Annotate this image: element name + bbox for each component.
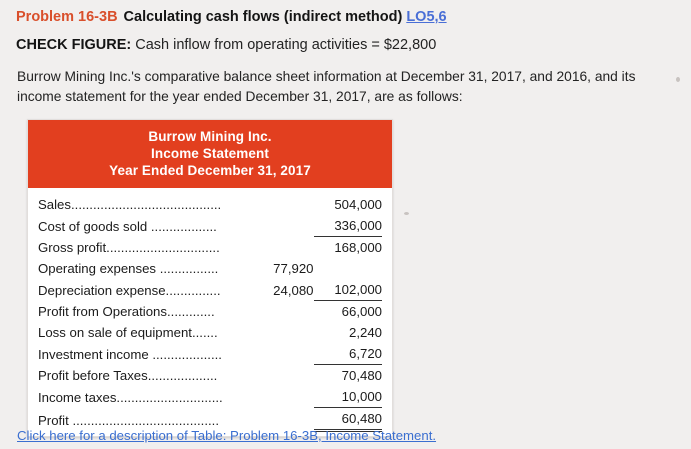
row-label: Investment income ................... bbox=[38, 346, 222, 362]
row-col1: 77,920 bbox=[273, 261, 314, 276]
row-label: Depreciation expense............... bbox=[38, 282, 221, 298]
statement-period: Year Ended December 31, 2017 bbox=[109, 163, 311, 178]
row-col1 bbox=[247, 365, 314, 387]
row-label: Profit ........................................ bbox=[38, 412, 219, 428]
problem-heading bbox=[16, 8, 679, 26]
intro-paragraph: Burrow Mining Inc.'s comparative balance sheet information at December 31, 2017, and 2016, and its income statement for the year ended December 31, 2017, are as follows: bbox=[17, 69, 636, 104]
row-col1 bbox=[247, 301, 314, 323]
row-col1 bbox=[247, 322, 314, 343]
row-col2: 336,000 bbox=[314, 215, 382, 237]
scan-speck bbox=[404, 212, 409, 215]
problem-title: Calculating cash flows (indirect method) bbox=[123, 9, 403, 25]
statement-body bbox=[28, 188, 392, 436]
row-col1 bbox=[247, 194, 314, 215]
statement-header bbox=[28, 120, 392, 188]
row-col1 bbox=[247, 343, 314, 365]
table-row bbox=[38, 237, 382, 259]
income-statement-table bbox=[27, 119, 393, 437]
statement-rows bbox=[38, 194, 382, 432]
table-row bbox=[38, 386, 382, 408]
row-label: Profit before Taxes................... bbox=[38, 368, 218, 383]
table-row bbox=[38, 258, 382, 279]
row-label: Operating expenses ................ bbox=[38, 261, 219, 276]
row-col2: 60,480 bbox=[314, 408, 382, 431]
row-label: Loss on sale of equipment....... bbox=[38, 325, 218, 340]
table-row bbox=[38, 365, 382, 387]
row-label: Income taxes............................. bbox=[38, 389, 223, 405]
problem-number: Problem 16-3B bbox=[16, 9, 118, 25]
row-col2: 66,000 bbox=[341, 304, 382, 319]
check-figure-value: Cash inflow from operating activities = $22,800 bbox=[135, 37, 437, 53]
row-col2: 2,240 bbox=[348, 325, 382, 340]
row-col2: 6,720 bbox=[314, 343, 382, 365]
scan-speck bbox=[676, 77, 680, 82]
row-col2: 70,480 bbox=[341, 368, 382, 383]
row-col1: 24,080 bbox=[273, 282, 314, 298]
table-row bbox=[38, 301, 382, 323]
row-col1 bbox=[247, 237, 314, 259]
table-description-link[interactable]: Click here for a description of Table: Problem 16-3B, Income Statement. bbox=[17, 428, 437, 443]
table-row bbox=[38, 279, 382, 301]
statement-company: Burrow Mining Inc. bbox=[148, 129, 272, 144]
table-row bbox=[38, 215, 382, 237]
row-col2: 168,000 bbox=[334, 240, 382, 255]
row-label: Gross profit............................... bbox=[38, 240, 220, 255]
row-col2: 10,000 bbox=[314, 386, 382, 408]
table-row bbox=[38, 322, 382, 343]
table-row bbox=[38, 194, 382, 215]
row-col1 bbox=[247, 386, 314, 408]
row-label: Sales......................................... bbox=[38, 197, 222, 212]
row-col2: 504,000 bbox=[334, 197, 382, 212]
row-col2: 102,000 bbox=[314, 279, 382, 301]
row-col1 bbox=[247, 215, 314, 237]
statement-title: Income Statement bbox=[151, 146, 269, 161]
learning-objective-link[interactable]: LO5,6 bbox=[406, 9, 447, 25]
row-label: Profit from Operations............. bbox=[38, 304, 215, 319]
row-col2 bbox=[314, 258, 382, 279]
check-figure-label: CHECK FIGURE: bbox=[16, 37, 132, 53]
row-label: Cost of goods sold .................. bbox=[38, 218, 217, 234]
table-row bbox=[38, 343, 382, 365]
check-figure-line bbox=[16, 36, 436, 55]
